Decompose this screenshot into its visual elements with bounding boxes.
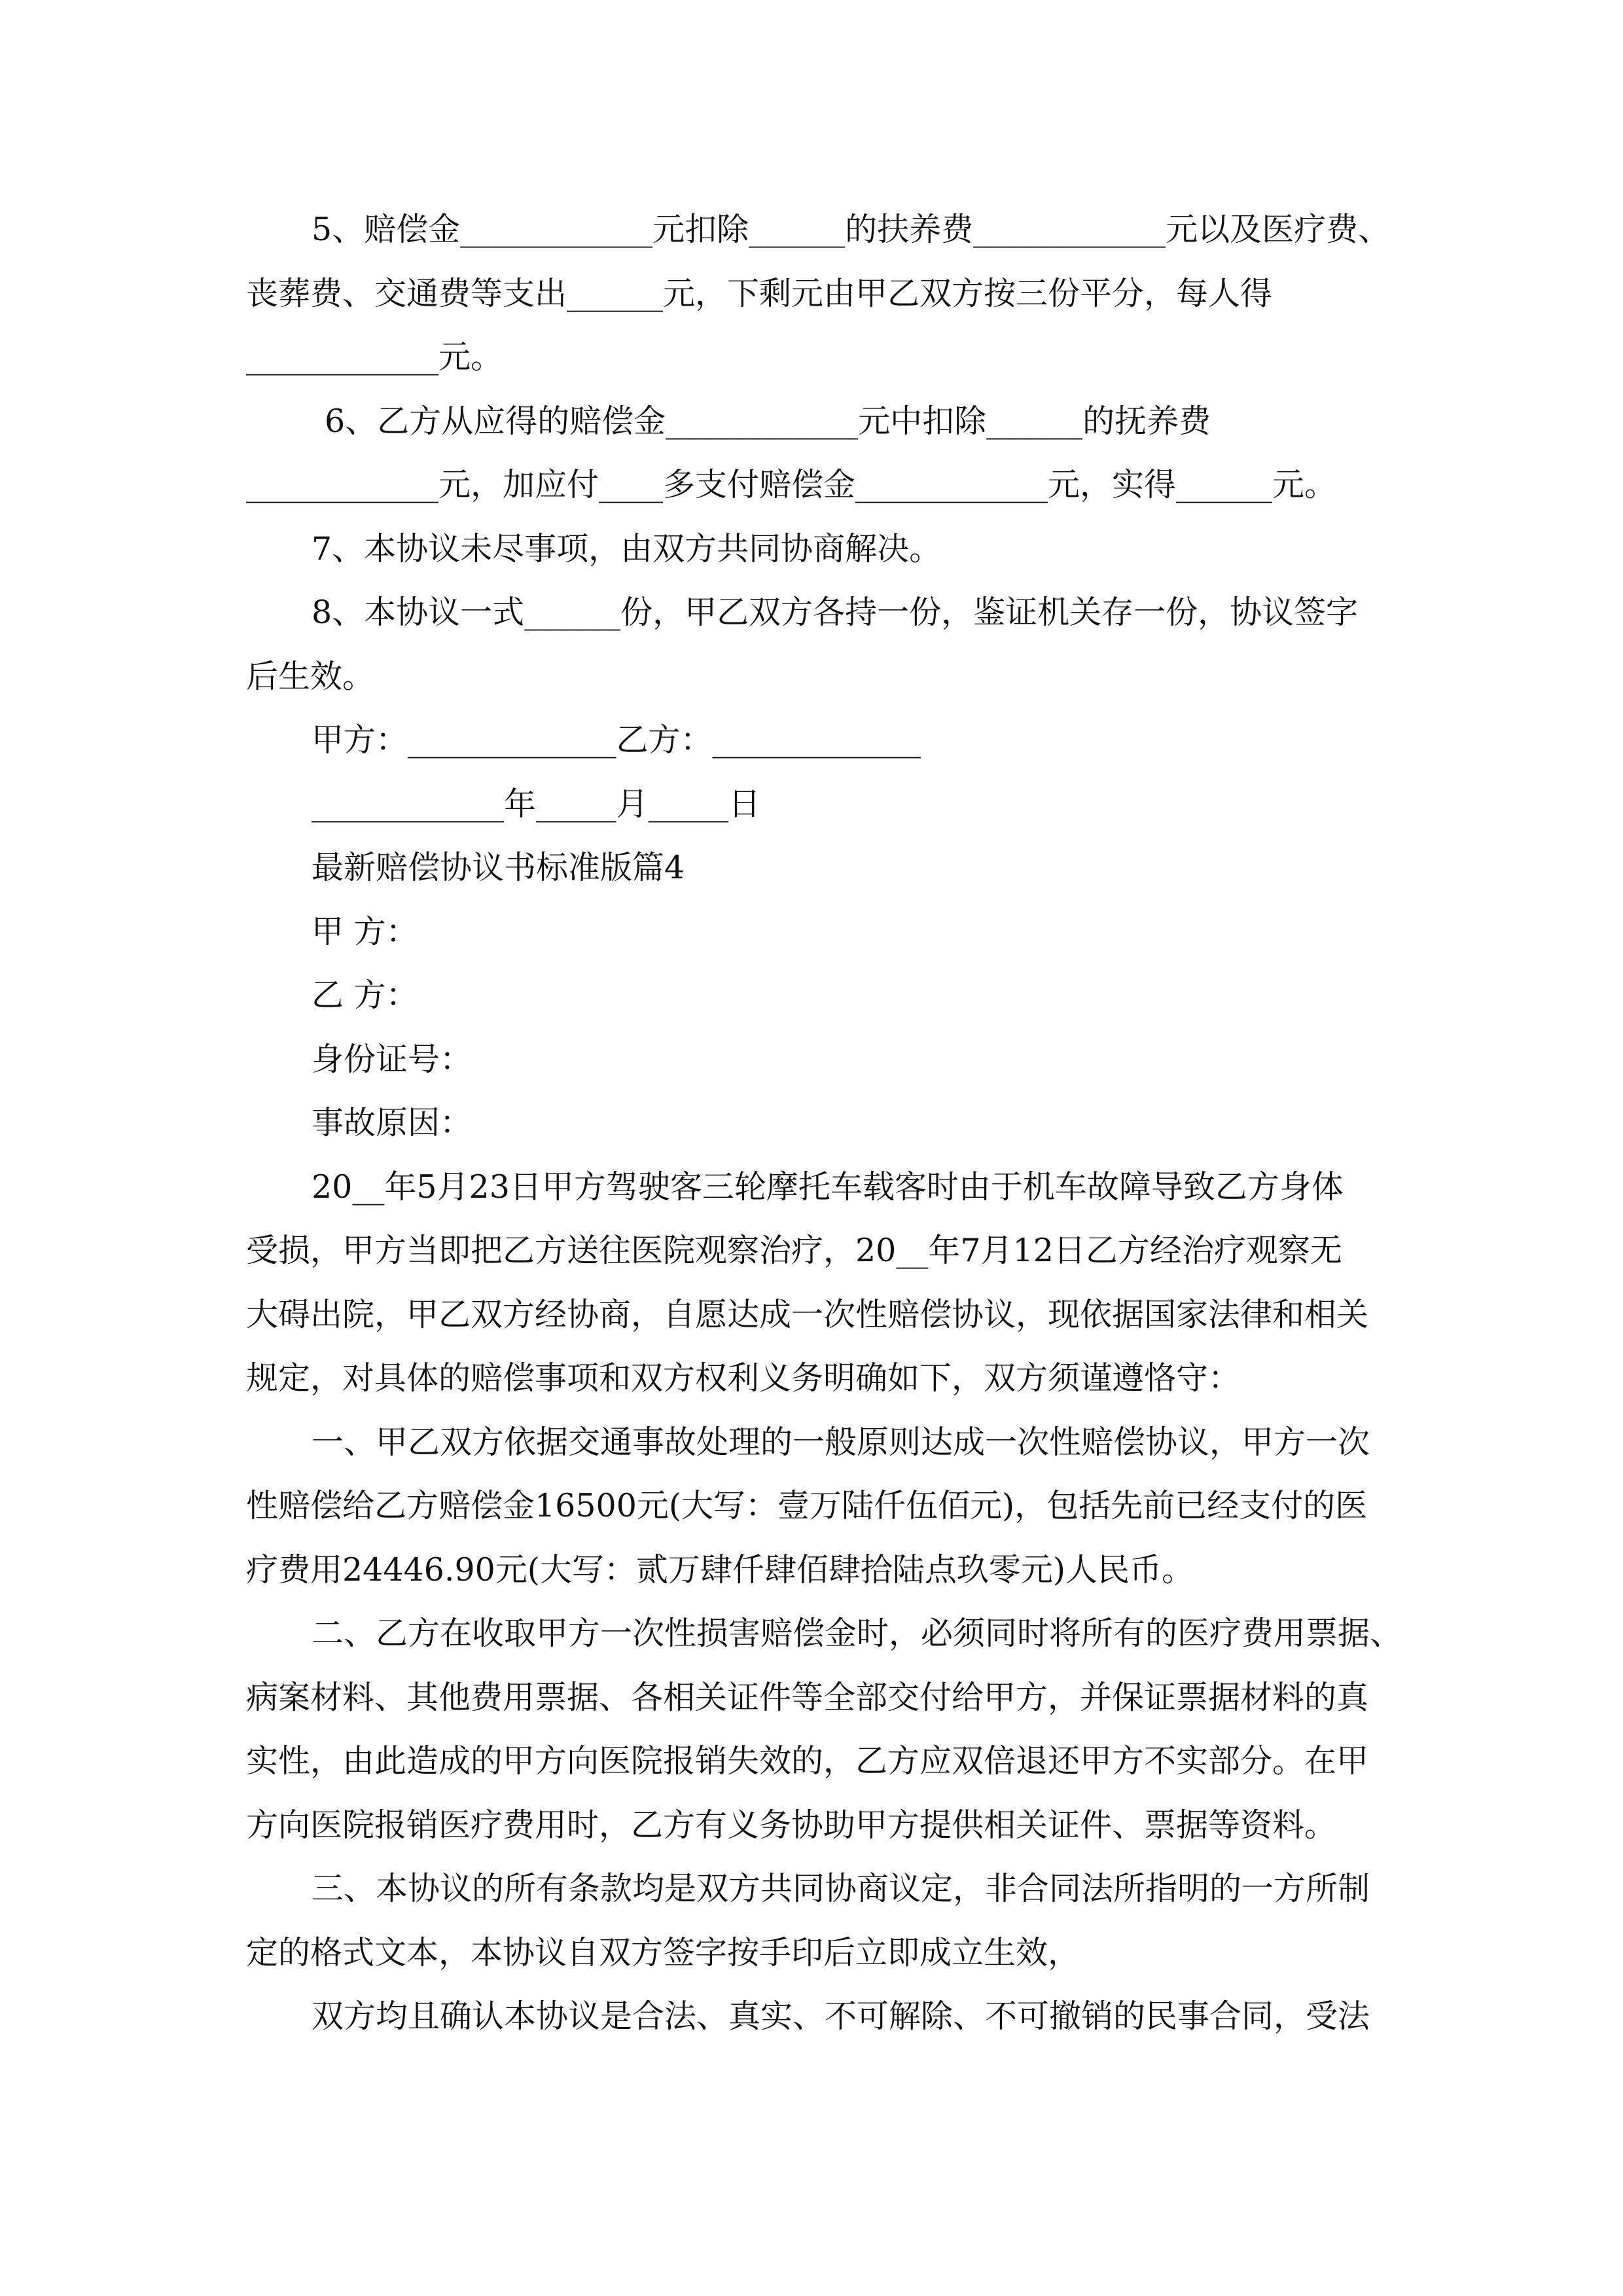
clause-5-line-1: 5、赔偿金____________元扣除______的扶养费____________元以及医疗费、 [312,211,1391,248]
term-2-line-4: 方向医院报销医疗费用时，乙方有义务协助甲方提供相关证件、票据等资料。 [246,1806,1337,1844]
term-1-line-2: 性赔偿给乙方赔偿金16500元(大写：壹万陆仟伍佰元)，包括先前已经支付的医 [246,1487,1368,1524]
term-3-line-1: 三、本协议的所有条款均是双方共同协商议定，非合同法所指明的一方所制 [312,1870,1370,1907]
accident-paragraph-line-4: 规定，对具体的赔偿事项和双方权利义务明确如下，双方须谨遵恪守： [246,1359,1241,1397]
accident-paragraph-line-3: 大碍出院，甲乙双方经协商，自愿达成一次性赔偿协议，现依据国家法律和相关 [246,1295,1369,1333]
term-2-line-1: 二、乙方在收取甲方一次性损害赔偿金时，必须同时将所有的医疗费用票据、 [312,1615,1402,1652]
term-3-line-2: 定的格式文本，本协议自双方签字按手印后立即成立生效， [246,1933,1080,1971]
id-number-label: 身份证号： [312,1040,473,1078]
date-line: ____________年_____月_____日 [312,785,760,823]
clause-5-line-3: ____________元。 [246,338,503,376]
term-1-line-3: 疗费用24446.90元(大写：贰万肆仟肆佰肆拾陆点玖零元)人民币。 [246,1551,1194,1588]
clause-6-line-2: ____________元，加应付____多支付赔偿金____________元，实得______元。 [246,466,1337,503]
term-2-line-2: 病案材料、其他费用票据、各相关证件等全部交付给甲方，并保证票据材料的真 [246,1678,1369,1716]
confirmation-line: 双方均且确认本协议是合法、真实、不可解除、不可撤销的民事合同，受法 [312,1998,1370,2035]
term-1-line-1: 一、甲乙双方依据交通事故处理的一般原则达成一次性赔偿协议，甲方一次 [312,1423,1370,1461]
term-2-line-3: 实性，由此造成的甲方向医院报销失效的，乙方应双倍退还甲方不实部分。在甲 [246,1742,1369,1780]
accident-paragraph-line-2: 受损，甲方当即把乙方送往医院观察治疗，20__年7月12日乙方经治疗观察无 [246,1232,1342,1269]
signature-line: 甲方：_____________乙方：_____________ [312,721,921,759]
accident-cause-label: 事故原因： [312,1104,473,1141]
clause-8-line-1: 8、本协议一式______份，甲乙双方各持一份，鉴证机关存一份，协议签字 [312,594,1359,631]
clause-6-line-1: 6、乙方从应得的赔偿金____________元中扣除______的抚养费 [325,402,1211,440]
clause-7: 7、本协议未尽事项，由双方共同协商解决。 [312,529,942,567]
clause-8-line-2: 后生效。 [246,657,375,695]
clause-5-line-2: 丧葬费、交通费等支出______元，下剩元由甲乙双方按三份平分，每人得 [246,274,1273,312]
section-title: 最新赔偿协议书标准版篇4 [312,849,685,886]
party-a-label: 甲 方： [312,912,418,950]
accident-paragraph-line-1: 20__年5月23日甲方驾驶客三轮摩托车载客时由于机车故障导致乙方身体 [312,1168,1344,1206]
party-b-label: 乙 方： [312,977,418,1014]
